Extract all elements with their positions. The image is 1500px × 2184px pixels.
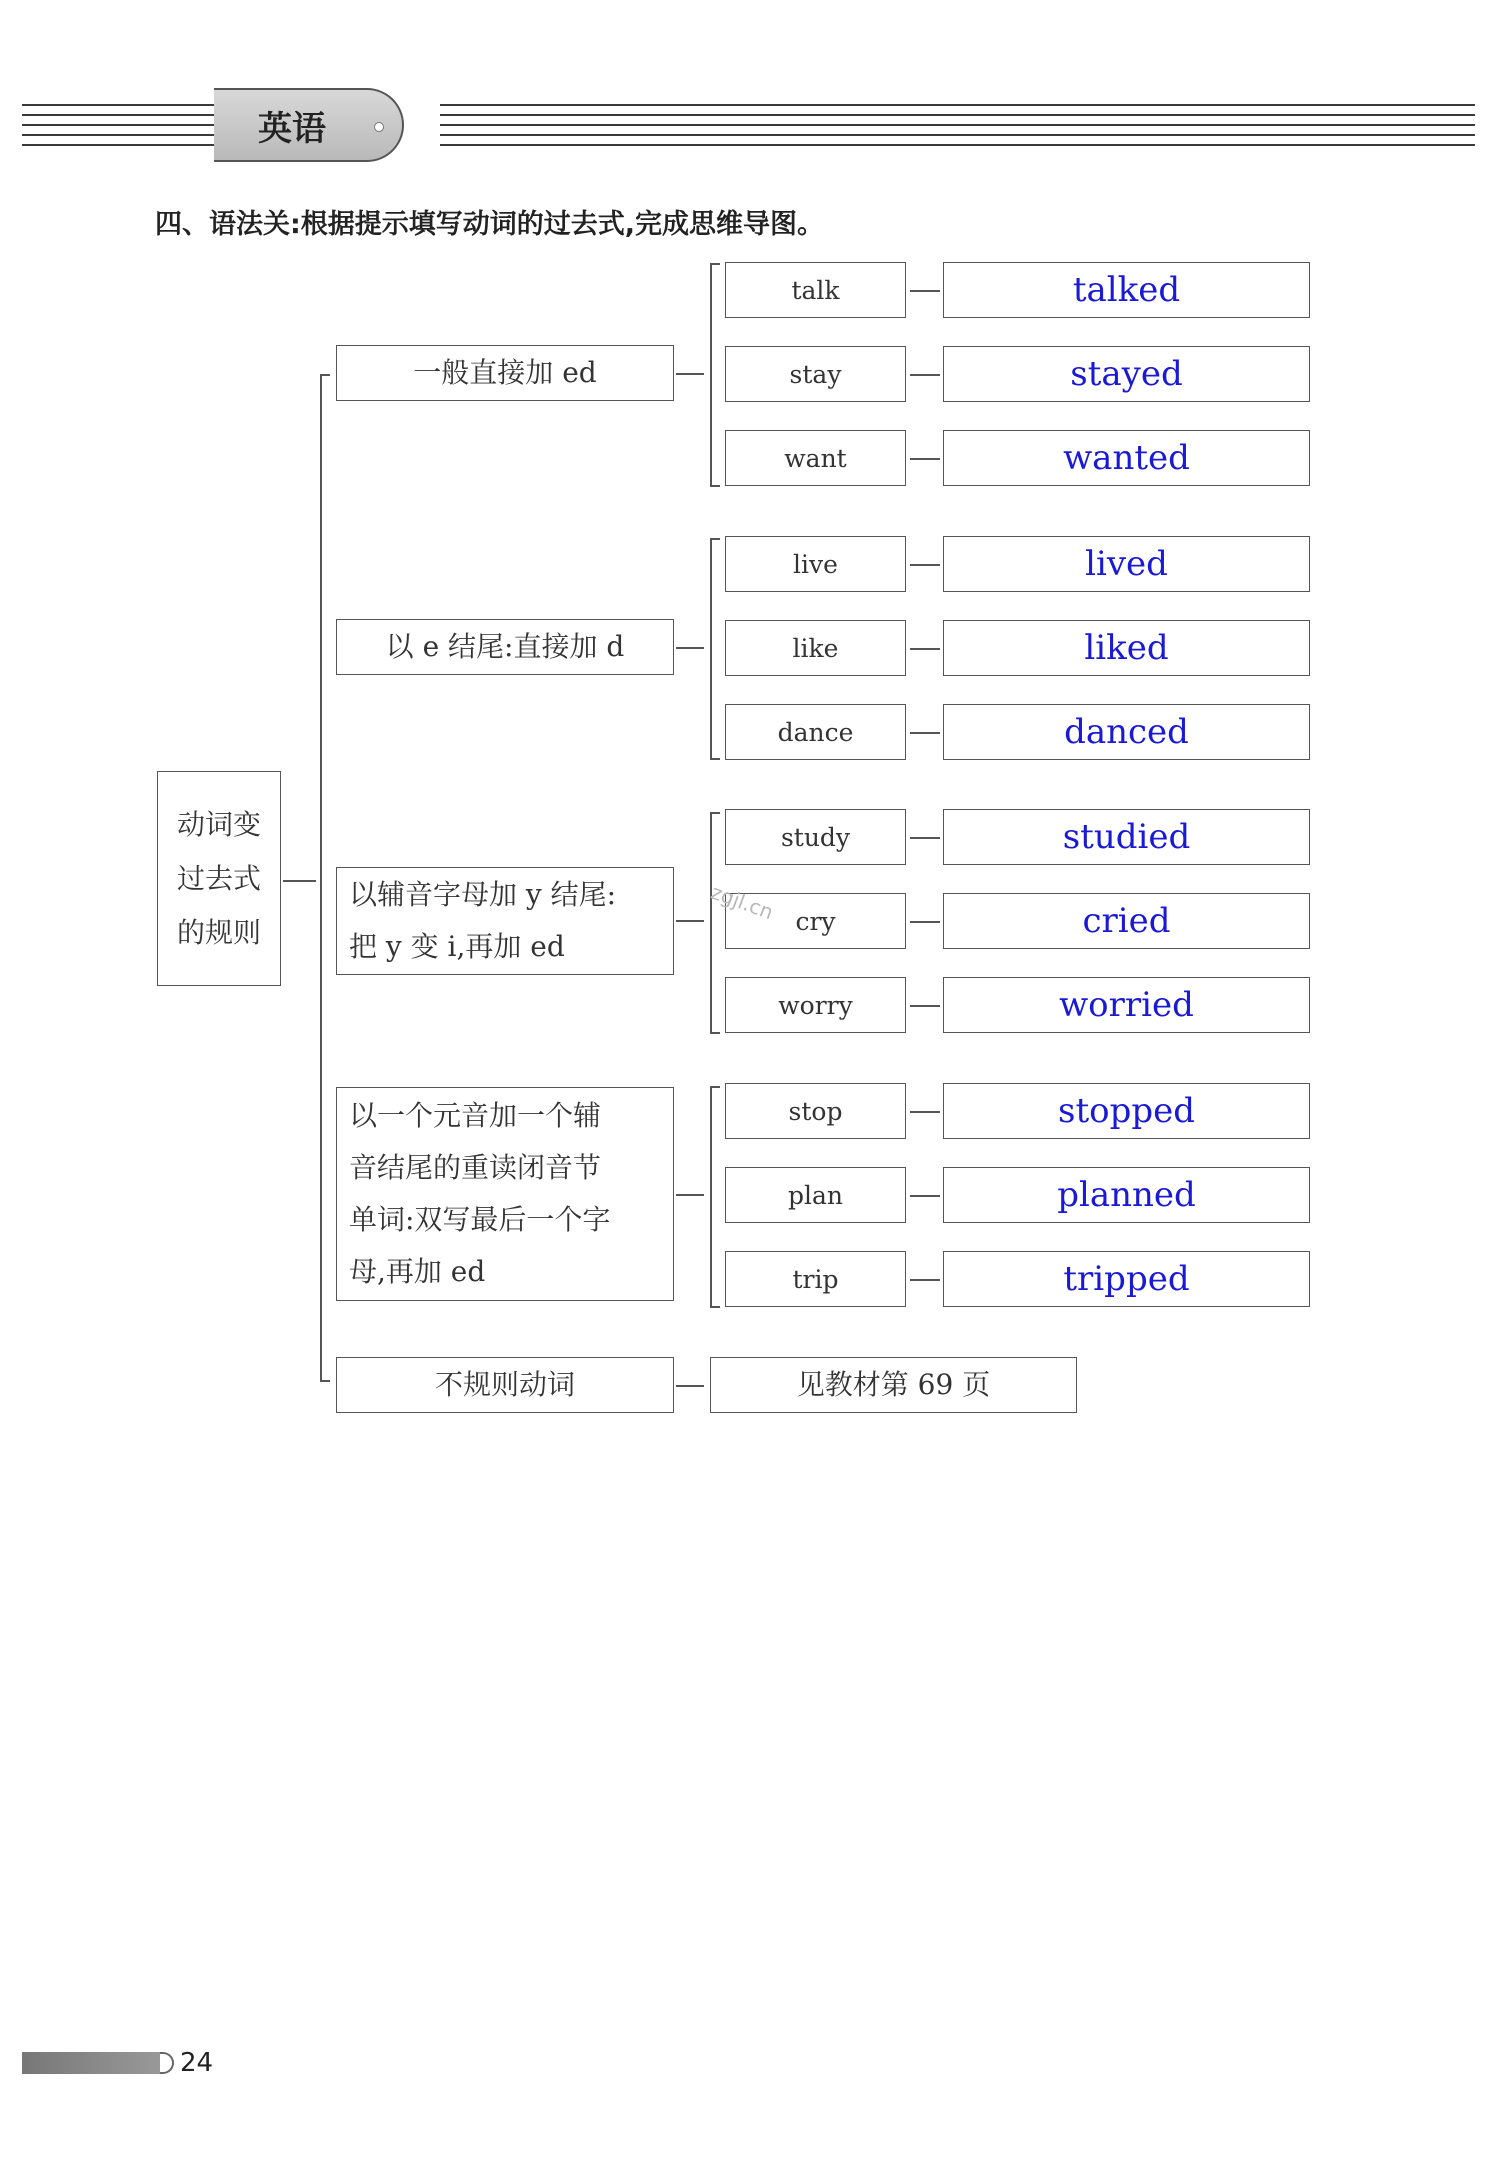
main-bracket: [320, 374, 322, 1380]
verb-box: [725, 536, 906, 592]
connector: [910, 921, 940, 923]
answer-text: stopped: [1058, 1091, 1195, 1131]
verb-text: want: [784, 443, 847, 473]
connector: [910, 290, 940, 292]
connector: [910, 1279, 940, 1281]
group-bracket-bottom: [710, 758, 720, 760]
group-bracket: [710, 538, 712, 758]
watermark: zgjl.cn: [707, 879, 777, 925]
answer-box: [943, 1083, 1310, 1139]
connector: [910, 648, 940, 650]
answer-box: [943, 809, 1310, 865]
answer-box: [943, 262, 1310, 318]
question-title: 四、语法关:根据提示填写动词的过去式,完成思维导图。: [155, 209, 825, 240]
note-text: 见教材第 69 页: [796, 1368, 991, 1401]
connector: [910, 374, 940, 376]
answer-text: talked: [1072, 270, 1181, 310]
footer-bar: [22, 2052, 162, 2074]
verb-text: talk: [791, 275, 840, 305]
answer-text: danced: [1064, 712, 1189, 752]
group-bracket-top: [710, 812, 720, 814]
verb-box: [725, 809, 906, 865]
group-bracket-top: [710, 538, 720, 540]
note-box-textbook-page: [710, 1357, 1077, 1413]
group-bracket-top: [710, 1086, 720, 1088]
answer-text: worried: [1059, 985, 1194, 1025]
answer-text: tripped: [1063, 1259, 1190, 1299]
rule-box-add-d: [336, 619, 674, 675]
group-bracket: [710, 263, 712, 485]
answer-text: planned: [1057, 1175, 1196, 1215]
connector: [910, 1195, 940, 1197]
verb-text: like: [792, 633, 839, 663]
rule-box-y-to-i: [336, 867, 674, 975]
rule-line: 单词:双写最后一个字: [349, 1203, 611, 1236]
footer-cap: [160, 2052, 174, 2074]
answer-text: cried: [1082, 901, 1171, 941]
rule-box-double-consonant: [336, 1087, 674, 1301]
verb-box: [725, 430, 906, 486]
answer-box: [943, 1251, 1310, 1307]
root-line: 过去式: [176, 861, 261, 895]
answer-text: stayed: [1070, 354, 1183, 394]
rule-line: 音结尾的重读闭音节: [349, 1151, 602, 1184]
rule-box-irregular: [336, 1357, 674, 1413]
connector: [910, 1111, 940, 1113]
root-line: 动词变: [176, 807, 261, 841]
rule-text: 以 e 结尾:直接加 d: [385, 630, 625, 663]
group-bracket-bottom: [710, 1032, 720, 1034]
rule-line: 以辅音字母加 y 结尾:: [349, 878, 617, 911]
answer-box: [943, 977, 1310, 1033]
root-box: [157, 771, 281, 986]
header-rule-right: [440, 104, 1475, 148]
tab-dot-icon: [374, 122, 384, 132]
connector: [283, 880, 316, 882]
rule-text: 一般直接加 ed: [413, 356, 597, 389]
connector: [676, 920, 704, 922]
answer-text: wanted: [1063, 438, 1190, 478]
answer-box: [943, 1167, 1310, 1223]
main-bracket-bottom: [320, 1380, 330, 1382]
root-line: 的规则: [176, 915, 261, 949]
connector: [910, 564, 940, 566]
verb-box: [725, 346, 906, 402]
connector: [676, 1194, 704, 1196]
verb-box: [725, 1167, 906, 1223]
group-bracket-top: [710, 263, 720, 265]
connector: [910, 837, 940, 839]
rule-box-add-ed: [336, 345, 674, 401]
connector: [676, 373, 704, 375]
answer-box: [943, 620, 1310, 676]
answer-text: liked: [1084, 628, 1169, 668]
connector: [676, 647, 704, 649]
verb-box: [725, 704, 906, 760]
answer-box: [943, 893, 1310, 949]
rule-line: 把 y 变 i,再加 ed: [349, 930, 565, 963]
subject-label: 英语: [258, 108, 326, 149]
answer-text: lived: [1085, 544, 1168, 584]
page-number: 24: [180, 2048, 214, 2078]
group-bracket-bottom: [710, 1306, 720, 1308]
answer-box: [943, 430, 1310, 486]
answer-box: [943, 346, 1310, 402]
verb-text: study: [780, 822, 851, 852]
answer-text: studied: [1062, 817, 1191, 857]
rule-line: 以一个元音加一个辅: [349, 1099, 602, 1132]
verb-box: [725, 1083, 906, 1139]
main-bracket-top: [320, 374, 330, 376]
verb-box: [725, 262, 906, 318]
verb-box: [725, 1251, 906, 1307]
verb-text: dance: [777, 717, 854, 747]
group-bracket: [710, 812, 712, 1032]
rule-line: 母,再加 ed: [349, 1255, 486, 1288]
verb-text: stay: [789, 359, 842, 389]
verb-text: cry: [795, 906, 836, 936]
verb-box: [725, 977, 906, 1033]
connector: [910, 1005, 940, 1007]
verb-text: stop: [788, 1096, 843, 1126]
header-rule-left: [22, 104, 218, 148]
verb-text: trip: [792, 1264, 839, 1294]
answer-box: [943, 536, 1310, 592]
group-bracket-bottom: [710, 485, 720, 487]
connector: [910, 458, 940, 460]
verb-box: [725, 620, 906, 676]
verb-text: worry: [778, 990, 853, 1020]
connector: [676, 1385, 704, 1387]
answer-box: [943, 704, 1310, 760]
verb-text: live: [793, 549, 838, 579]
connector: [910, 732, 940, 734]
verb-text: plan: [787, 1180, 843, 1210]
group-bracket: [710, 1086, 712, 1306]
subject-tab: [214, 88, 404, 162]
rule-text: 不规则动词: [434, 1368, 575, 1401]
